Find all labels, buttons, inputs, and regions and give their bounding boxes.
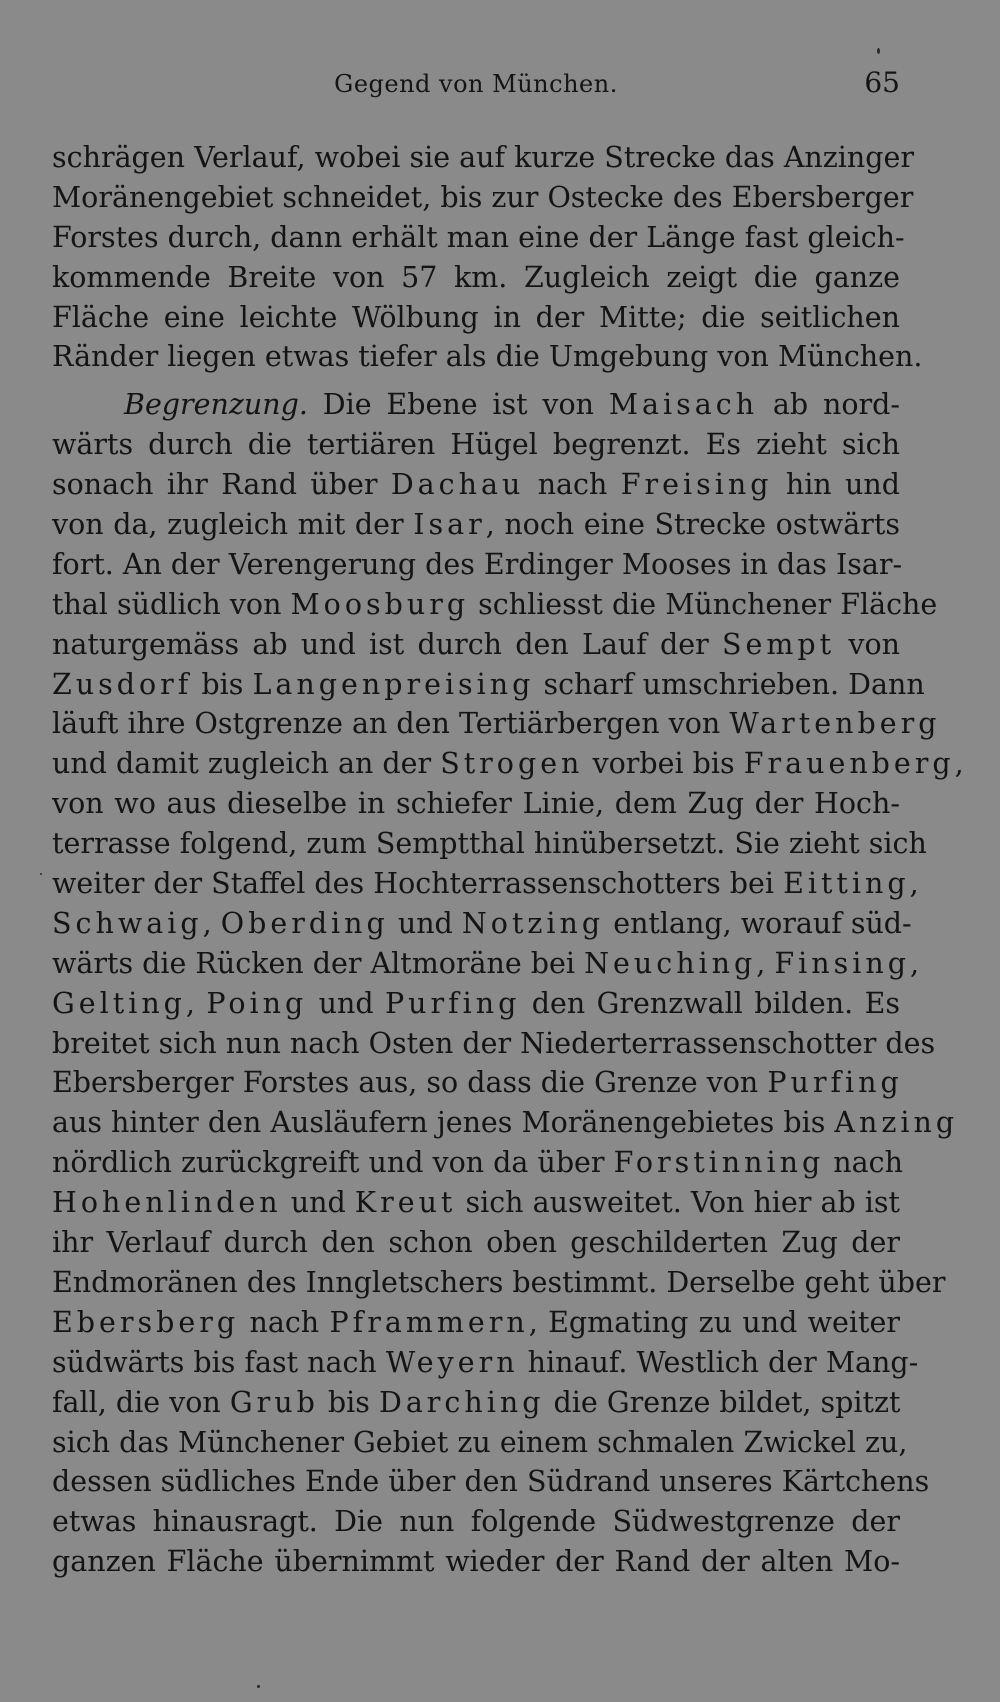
text-line <box>52 704 941 744</box>
text-line <box>52 1383 900 1423</box>
text-run: sich ausweitet. Von hier ab ist <box>456 1186 901 1220</box>
text-line: terrasse folgend, zum Semptthal hinübersetzt. Sie zieht sich <box>52 827 927 861</box>
text-run: , <box>202 906 221 940</box>
running-head <box>52 66 900 106</box>
text-run: schliesst die Münchener Fläche <box>469 587 938 621</box>
text-line <box>52 744 964 784</box>
text-run: bis <box>318 1385 379 1419</box>
text-line: ganzen Fläche übernimmt wieder der Rand der alten Mo- <box>52 1545 900 1579</box>
place-name: Maisach <box>608 388 759 422</box>
text-line: fort. An der Verengerung des Erdinger Mooses in das Isar- <box>52 547 903 581</box>
text-line: wärts durch die tertiären Hügel begrenzt. Es zieht sich <box>52 428 900 462</box>
text-line <box>52 944 920 984</box>
text-line <box>52 625 900 665</box>
place-name: Freising <box>620 468 773 502</box>
text-run: und <box>307 986 385 1020</box>
text-run: läuft ihre Ostgrenze an den Tertiärbergen von <box>52 707 730 741</box>
running-title: Gegend von München. <box>334 70 618 98</box>
body-text <box>52 138 964 1582</box>
text-run: nach <box>824 1146 903 1180</box>
text-line <box>52 984 900 1024</box>
text-run: nördlich zurückgreift und von da über <box>52 1146 614 1180</box>
text-run: und <box>388 906 462 940</box>
text-line: Ränder liegen etwas tiefer als die Umgebung von München. <box>52 340 923 374</box>
text-line <box>52 864 919 904</box>
scan-speck <box>257 1685 260 1688</box>
text-line <box>52 505 900 545</box>
place-name: Isar <box>413 508 486 542</box>
text-line: sich das Münchener Gebiet zu einem schmalen Zwickel zu, <box>52 1425 908 1459</box>
text-line: kommende Breite von 57 km. Zugleich zeigt die ganze <box>52 260 900 294</box>
place-name: Sempt <box>722 627 836 661</box>
place-name: Zusdorf <box>52 667 193 701</box>
place-name: Purfing <box>384 986 521 1020</box>
place-name: Eitting <box>783 867 910 901</box>
text-run: , <box>756 946 775 980</box>
place-name: Hohenlinden <box>52 1186 282 1220</box>
text-line <box>52 665 925 705</box>
place-name: Moosburg <box>290 587 470 621</box>
text-run: naturgemäss ab und ist durch den Lauf der <box>52 627 723 661</box>
text-line: dessen südliches Ende über den Südrand unseres Kärtchens <box>52 1465 930 1499</box>
text-run: thal südlich von <box>52 587 291 621</box>
text-run: sonach ihr Rand über <box>52 468 391 502</box>
place-name: Langenpreising <box>252 667 535 701</box>
place-name: Pframmern <box>329 1305 529 1339</box>
text-run: von da, zugleich mit der <box>52 508 414 542</box>
text-run: und damit zugleich an der <box>52 747 441 781</box>
place-name: Forstinning <box>613 1146 825 1180</box>
text-run: wärts die Rücken der Altmoräne bei <box>52 946 585 980</box>
place-name: Schwaig <box>52 906 203 940</box>
text-line: Moränengebiet schneidet, bis zur Ostecke des Ebersberger <box>52 180 914 214</box>
place-name: Oberding <box>220 906 389 940</box>
place-name: Ebersberg <box>52 1305 240 1339</box>
text-line: von wo aus dieselbe in schiefer Linie, dem Zug der Hoch- <box>52 787 900 821</box>
text-run: , <box>185 986 207 1020</box>
text-line <box>52 1303 900 1343</box>
text-run: südwärts bis fast nach <box>52 1345 386 1379</box>
section-heading: Begrenzung. <box>124 388 308 422</box>
text-line: etwas hinausragt. Die nun folgende Südwestgrenze der <box>52 1505 900 1539</box>
text-run: ab nord- <box>758 388 900 422</box>
text-run: aus hinter den Ausläufern jenes Moränengebietes bis <box>52 1106 835 1140</box>
place-name: Kreut <box>354 1186 457 1220</box>
text-run: scharf umschrieben. Dann <box>534 667 925 701</box>
text-line: schrägen Verlauf, wobei sie auf kurze Strecke das Anzinger <box>52 141 914 174</box>
text-run: die Grenze bildet, spitzt <box>544 1385 901 1419</box>
place-name: Finsing <box>774 946 910 980</box>
text-run: , noch eine Strecke ostwärts <box>485 508 900 542</box>
text-line <box>52 1183 900 1223</box>
text-run: nach <box>239 1305 330 1339</box>
text-line <box>52 1143 903 1183</box>
scan-speck <box>40 873 42 875</box>
text-line: Fläche eine leichte Wölbung in der Mitte; die seitlichen <box>52 300 900 334</box>
text-run: hin und <box>772 468 900 502</box>
place-name: Neuching <box>584 946 757 980</box>
place-name: Anzing <box>834 1106 959 1140</box>
place-name: Darching <box>378 1385 545 1419</box>
text-line: ihr Verlauf durch den schon oben geschilderten Zug der <box>52 1226 900 1260</box>
place-name: Notzing <box>461 906 605 940</box>
place-name: Frauenberg <box>743 747 955 781</box>
text-line <box>52 1103 959 1143</box>
text-line: breitet sich nun nach Osten der Niederterrassenschotter des <box>52 1026 936 1060</box>
place-name: Strogen <box>440 747 584 781</box>
place-name: Grub <box>229 1385 319 1419</box>
text-run: vorbei bis <box>583 747 744 781</box>
text-run: , Egmating zu und weiter <box>528 1305 900 1339</box>
text-line: Forstes durch, dann erhält man eine der Länge fast gleich- <box>52 220 905 254</box>
text-run: nach <box>524 468 621 502</box>
place-name: Gelting <box>52 986 186 1020</box>
text-run: Die Ebene ist von <box>307 388 609 422</box>
text-line <box>52 904 912 944</box>
place-name: Wartenberg <box>729 707 941 741</box>
text-run: fall, die von <box>52 1385 230 1419</box>
text-run: , <box>954 747 964 781</box>
scan-speck <box>877 48 880 54</box>
text-line <box>52 385 900 425</box>
text-run: Ebersberger Forstes aus, so dass die Grenze von <box>52 1066 768 1100</box>
text-run: , <box>910 946 920 980</box>
text-run: weiter der Staffel des Hochterrassenschotters bei <box>52 867 784 901</box>
place-name: Weyern <box>385 1345 519 1379</box>
text-line <box>52 1343 919 1383</box>
text-run: hinauf. Westlich der Mang- <box>518 1345 919 1379</box>
text-line <box>52 585 938 625</box>
place-name: Dachau <box>390 468 525 502</box>
place-name: Purfing <box>767 1066 903 1100</box>
place-name: Poing <box>206 986 308 1020</box>
page-number: 65 <box>864 66 900 99</box>
text-run: den Grenzwall bilden. Es <box>520 986 901 1020</box>
text-run: bis <box>192 667 253 701</box>
text-run: entlang, worauf süd- <box>604 906 912 940</box>
text-run: von <box>835 627 900 661</box>
text-line <box>52 465 900 505</box>
text-run: , <box>909 867 919 901</box>
text-line: Endmoränen des Inngletschers bestimmt. Derselbe geht über <box>52 1265 946 1299</box>
text-line <box>52 1063 903 1103</box>
text-run: und <box>281 1186 355 1220</box>
